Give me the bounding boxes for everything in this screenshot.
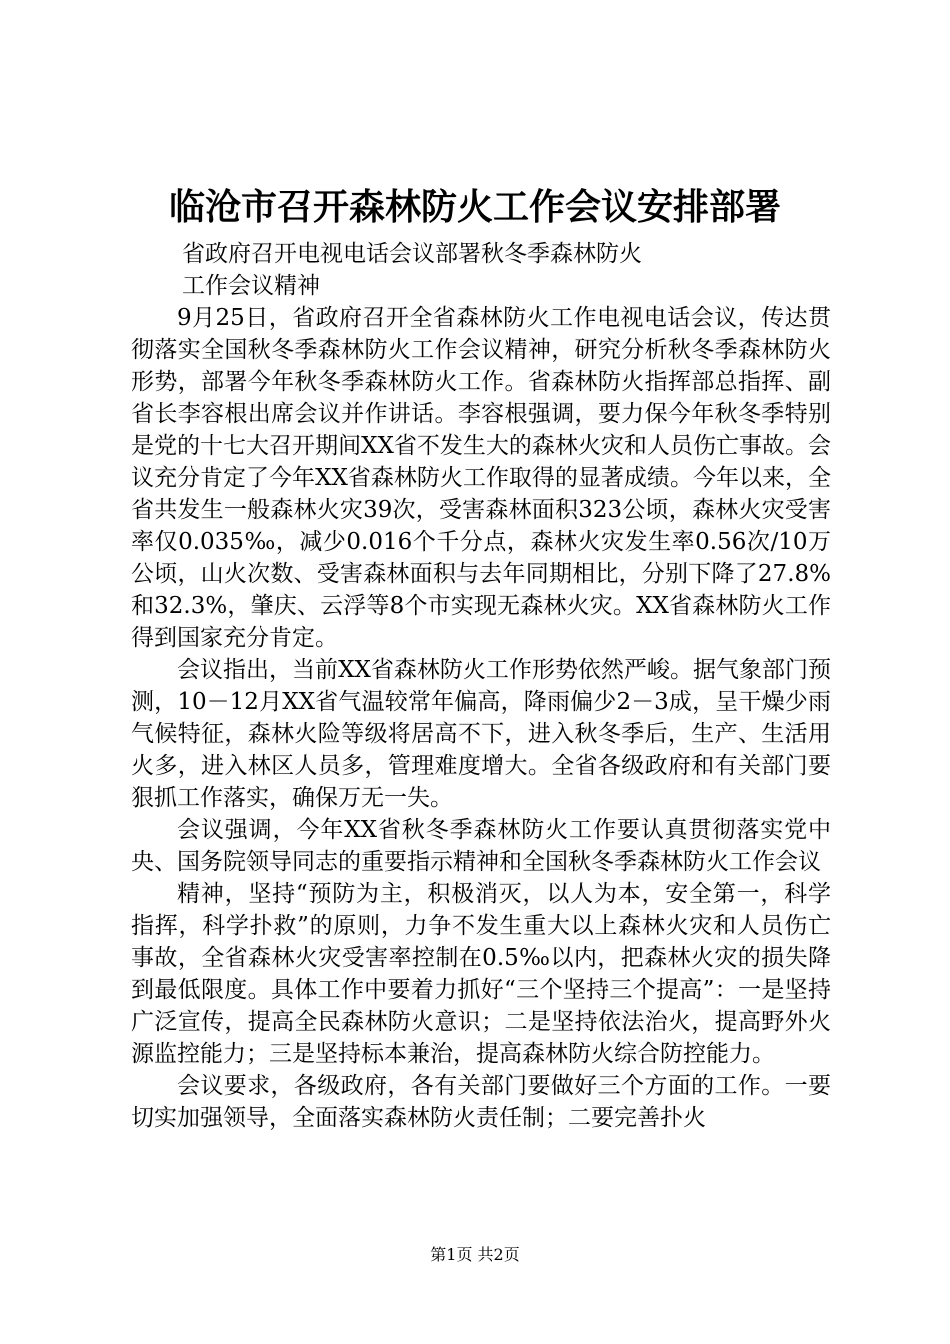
paragraph: 会议要求，各级政府，各有关部门要做好三个方面的工作。一要切实加强领导，全面落实森林防火责任制；二要完善扑火 (131, 1073, 831, 1131)
page-footer: 第1页 共2页 (430, 1245, 520, 1264)
document-body (131, 302, 831, 1134)
subtitle-line: 省政府召开电视电话会议部署秋冬季森林防火 (182, 241, 642, 267)
paragraph: 精神，坚持“预防为主，积极消灭，以人为本，安全第一，科学指挥，科学扑救”的原则，力争不发生重大以上森林火灾和人员伤亡事故，全省森林火灾受害率控制在0.5‰以内，把森林火灾的损失降到最低限度。具体工作中要着力抓好“三个坚持三个提高”：一是坚持广泛宣传，提高全民森林防火意识；二是坚持依法治火，提高野外火源监控能力；三是坚持标本兼治，提高森林防火综合防控能力。 (131, 881, 831, 1067)
subtitle-line: 工作会议精神 (182, 273, 320, 299)
document-title: 临沧市召开森林防火工作会议安排部署 (168, 187, 781, 228)
paragraph: 9月25日，省政府召开全省森林防火工作电视电话会议，传达贯彻落实全国秋冬季森林防火工作会议精神，研究分析秋冬季森林防火形势，部署今年秋冬季森林防火工作。省森林防火指挥部总指挥、副省长李容根出席会议并作讲话。李容根强调，要力保今年秋冬季特别是党的十七大召开期间XX省不发生大的森林火灾和人员伤亡事故。会议充分肯定了今年XX省森林防火工作取得的显著成绩。今年以来，全省共发生一般森林火灾39次，受害森林面积323公顷，森林火灾受害率仅0.035‰，减少0.016个千分点，森林火灾发生率0.56次/10万公顷，山火次数、受害森林面积与去年同期相比，分别下降了27.8%和32.3%，肇庆、云浮等8个市实现无森林火灾。XX省森林防火工作得到国家充分肯定。 (131, 305, 831, 651)
document-subtitle (182, 238, 642, 302)
paragraph: 会议强调，今年XX省秋冬季森林防火工作要认真贯彻落实党中央、国务院领导同志的重要指示精神和全国秋冬季森林防火工作会议 (131, 817, 831, 875)
paragraph: 会议指出，当前XX省森林防火工作形势依然严峻。据气象部门预测，10－12月XX省气温较常年偏高，降雨偏少2－3成，呈干燥少雨气候特征，森林火险等级将居高不下，进入秋冬季后，生产、生活用火多，进入林区人员多，管理难度增大。全省各级政府和有关部门要狠抓工作落实，确保万无一失。 (131, 657, 831, 811)
